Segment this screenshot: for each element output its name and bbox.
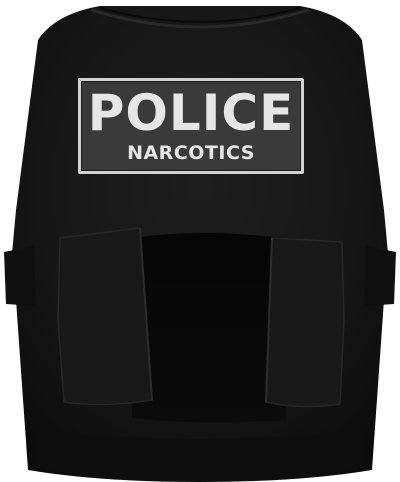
patch-subtitle: NARCOTICS [127, 142, 255, 164]
left-cummerbund-flap [58, 228, 152, 405]
right-side-strap [364, 246, 396, 306]
left-side-strap [4, 246, 36, 306]
lower-opening [132, 233, 286, 423]
patch-title: POLICE [87, 84, 295, 142]
right-cummerbund-flap [266, 238, 344, 407]
police-id-patch [78, 78, 304, 174]
